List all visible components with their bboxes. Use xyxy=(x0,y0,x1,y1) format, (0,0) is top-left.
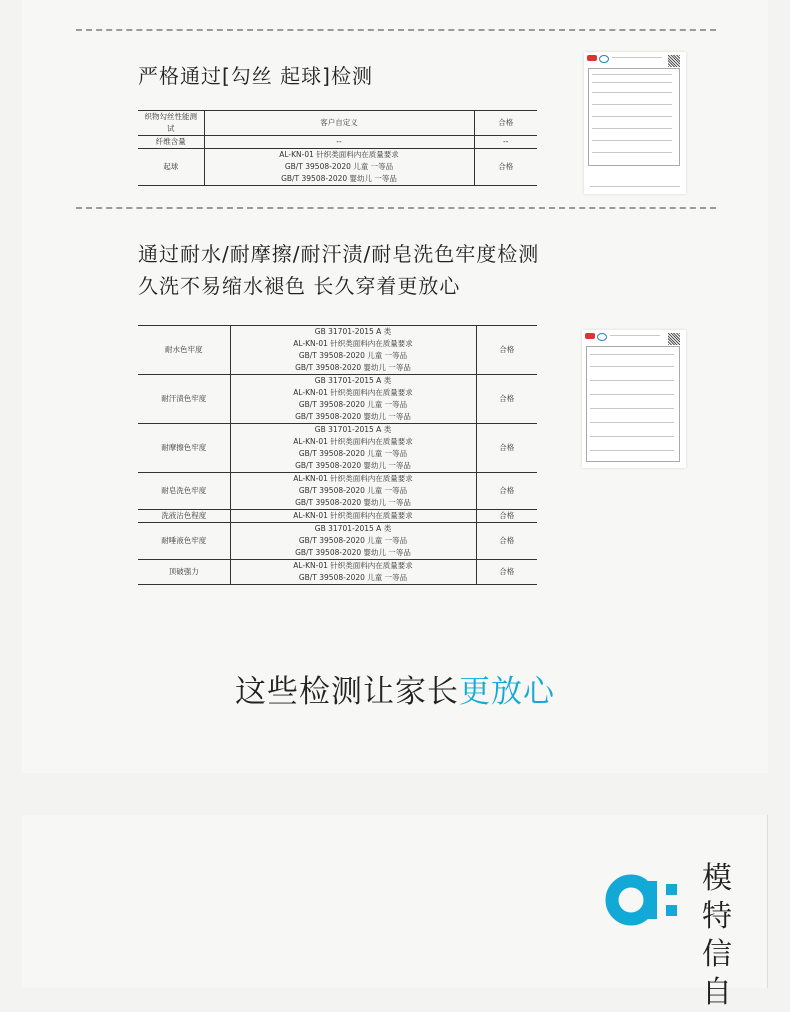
table-row xyxy=(138,136,537,149)
standard-line: GB/T 39508-2020 儿童 一等品 xyxy=(298,573,408,582)
report-text-line xyxy=(592,152,672,153)
standard-line: AL-KN-01 针织类面料内在质量要求 xyxy=(293,561,413,570)
divider xyxy=(767,815,768,988)
report-text-line xyxy=(590,408,674,409)
brand-logo-icon xyxy=(604,870,684,930)
result-cell: 合格 xyxy=(476,560,537,585)
result-cell: 合格 xyxy=(476,424,537,473)
qr-code-icon xyxy=(668,333,680,345)
report-text-line xyxy=(592,82,672,83)
report-text-line xyxy=(590,366,674,367)
report-text-line xyxy=(592,92,672,93)
report-text-line xyxy=(592,74,672,75)
standard-cell xyxy=(230,560,476,585)
section2-title-line1: 通过耐水/耐摩擦/耐汗渍/耐皂洗色牢度检测 xyxy=(138,242,540,266)
table-header-row xyxy=(138,111,537,136)
callout-text xyxy=(0,666,790,711)
report-text-line xyxy=(610,335,660,336)
callout-highlight: 更放心 xyxy=(459,674,555,710)
test-item-cell: 洗液沾色程度 xyxy=(138,510,230,523)
qr-code-icon xyxy=(668,55,680,67)
header-cell: 客户自定义 xyxy=(204,111,474,136)
test-item-cell: 耐皂洗色牢度 xyxy=(138,473,230,510)
table-row xyxy=(138,523,537,560)
report-text-line xyxy=(590,394,674,395)
table-row xyxy=(138,473,537,510)
standard-line: GB/T 39508-2020 儿童 一等品 xyxy=(298,536,408,545)
standard-line: AL-KN-01 针织类面料内在质量要求 xyxy=(293,339,413,348)
test-item-cell: 耐水色牢度 xyxy=(138,326,230,375)
test-report-thumbnail xyxy=(582,330,686,468)
standard-cell xyxy=(230,424,476,473)
standard-line: GB/T 39508-2020 婴幼儿 一等品 xyxy=(295,412,411,421)
standard-line: GB/T 39508-2020 儿童 一等品 xyxy=(298,449,408,458)
report-text-line xyxy=(592,128,672,129)
standard-line: GB/T 39508-2020 婴幼儿 一等品 xyxy=(295,461,411,470)
standard-line: AL-KN-01 针织类面料内在质量要求 xyxy=(293,474,413,483)
standard-cell xyxy=(230,473,476,510)
table-row xyxy=(138,326,537,375)
standard-cell xyxy=(204,149,474,186)
standard-line: AL-KN-01 针织类面料内在质量要求 xyxy=(293,388,413,397)
standard-cell xyxy=(230,326,476,375)
table-row xyxy=(138,424,537,473)
result-cell: 合格 xyxy=(476,473,537,510)
section1-title: 严格通过[勾丝 起球]检测 xyxy=(138,64,373,88)
standard-line: -- xyxy=(336,137,342,146)
result-cell: 合格 xyxy=(476,523,537,560)
report-logo-icon xyxy=(587,55,597,61)
dashed-divider xyxy=(76,207,716,209)
report-text-line xyxy=(590,436,674,437)
standard-line: AL-KN-01 针织类面料内在质量要求 xyxy=(293,437,413,446)
table-row xyxy=(138,149,537,186)
report-text-line xyxy=(612,57,662,58)
result-cell: 合格 xyxy=(474,149,537,186)
report-text-line xyxy=(590,450,674,451)
table-row xyxy=(138,375,537,424)
header-cell: 合格 xyxy=(474,111,537,136)
result-cell: 合格 xyxy=(476,326,537,375)
standard-line: GB 31701-2015 A 类 xyxy=(314,376,392,385)
result-cell: -- xyxy=(474,136,537,149)
report-text-line xyxy=(590,186,680,187)
standard-line: AL-KN-01 针织类面料内在质量要求 xyxy=(279,150,399,159)
result-cell: 合格 xyxy=(476,510,537,523)
standard-line: GB/T 39508-2020 儿童 一等品 xyxy=(298,351,408,360)
test-item-cell: 起球 xyxy=(138,149,204,186)
callout-prefix: 这些检测让家长 xyxy=(235,674,459,710)
standard-cell xyxy=(230,510,476,523)
test-item-cell: 纤维含量 xyxy=(138,136,204,149)
standard-line: AL-KN-01 针织类面料内在质量要求 xyxy=(293,511,413,520)
standard-line: GB/T 39508-2020 婴幼儿 一等品 xyxy=(281,174,397,183)
colorfastness-table xyxy=(138,325,537,585)
snag-test-table xyxy=(138,110,537,186)
report-seal-icon xyxy=(597,333,607,341)
standard-line: GB 31701-2015 A 类 xyxy=(314,327,392,336)
section2-title-line2: 久洗不易缩水褪色 长久穿着更放心 xyxy=(138,274,461,298)
standard-line: GB/T 39508-2020 婴幼儿 一等品 xyxy=(295,498,411,507)
report-table-outline xyxy=(586,346,680,462)
report-text-line xyxy=(592,140,672,141)
standard-cell xyxy=(230,523,476,560)
report-text-line xyxy=(592,104,672,105)
table-row xyxy=(138,510,537,523)
test-report-thumbnail xyxy=(584,52,686,194)
standard-cell xyxy=(230,375,476,424)
report-text-line xyxy=(590,422,674,423)
result-cell: 合格 xyxy=(476,375,537,424)
standard-line: GB/T 39508-2020 婴幼儿 一等品 xyxy=(295,363,411,372)
report-text-line xyxy=(590,354,674,355)
brand-name: 模特信自 xyxy=(702,861,732,1010)
standard-line: GB/T 39508-2020 儿童 一等品 xyxy=(298,486,408,495)
test-item-cell: 耐唾液色牢度 xyxy=(138,523,230,560)
report-logo-icon xyxy=(585,333,595,339)
report-text-line xyxy=(590,380,674,381)
standard-line: GB 31701-2015 A 类 xyxy=(314,524,392,533)
report-text-line xyxy=(592,116,672,117)
test-item-cell: 耐摩擦色牢度 xyxy=(138,424,230,473)
test-item-cell: 耐汗渍色牢度 xyxy=(138,375,230,424)
dashed-divider xyxy=(76,29,716,31)
standard-line: GB 31701-2015 A 类 xyxy=(314,425,392,434)
header-cell: 织物勾丝性能测试 xyxy=(138,111,204,136)
standard-cell xyxy=(204,136,474,149)
standard-line: GB/T 39508-2020 儿童 一等品 xyxy=(298,400,408,409)
table-row xyxy=(138,560,537,585)
test-item-cell: 顶破强力 xyxy=(138,560,230,585)
standard-line: GB/T 39508-2020 婴幼儿 一等品 xyxy=(295,548,411,557)
report-seal-icon xyxy=(599,55,609,63)
standard-line: GB/T 39508-2020 儿童 一等品 xyxy=(284,162,394,171)
